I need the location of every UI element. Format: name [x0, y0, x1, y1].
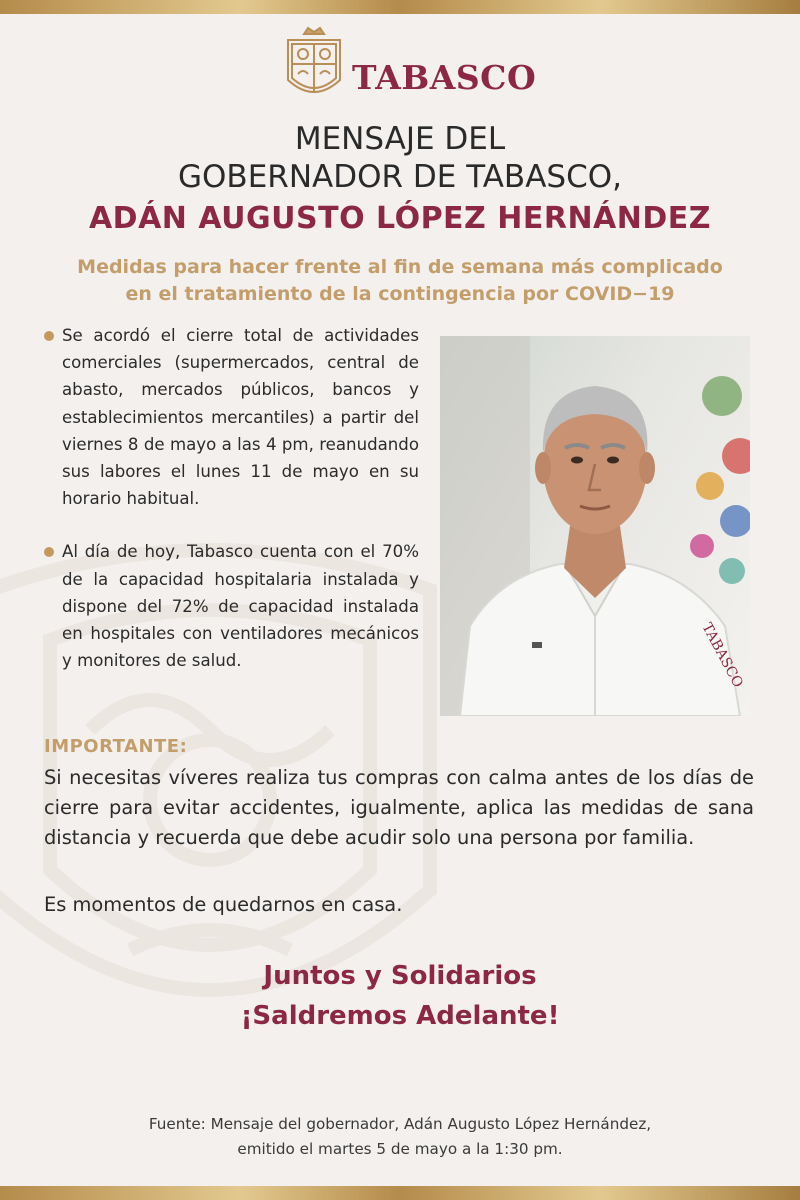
brand-wordmark: TABASCO [352, 58, 537, 97]
header [0, 20, 800, 110]
subtitle-line-1: Medidas para hacer frente al fin de semana más complicado [77, 256, 723, 278]
source-line-1: Fuente: Mensaje del gobernador, Adán Augusto López Hernández, [148, 1115, 652, 1133]
source-note [0, 1112, 800, 1162]
slogan-line-2: ¡Saldremos Adelante! [240, 1001, 560, 1031]
tabasco-crest-icon [282, 24, 346, 106]
shirt-embroidery: TABASCO [698, 620, 746, 691]
list-item [44, 322, 419, 512]
page-title [0, 120, 800, 240]
important-label: IMPORTANTE: [44, 736, 188, 757]
top-gold-border [0, 0, 800, 14]
measures-list [44, 322, 419, 674]
governor-name: ADÁN AUGUSTO LÓPEZ HERNÁNDEZ [88, 201, 712, 236]
slogan-line-1: Juntos y Solidarios [263, 961, 537, 991]
governor-portrait-icon [440, 336, 750, 716]
source-line-2: emitido el martes 5 de mayo a la 1:30 pm. [237, 1140, 563, 1158]
bullet-dot-icon [44, 331, 54, 341]
governor-photo [440, 336, 750, 716]
closing-text: Es momentos de quedarnos en casa. [44, 893, 403, 916]
bottom-gold-border [0, 1186, 800, 1200]
important-text: Si necesitas víveres realiza tus compras con calma antes de los días de cierre para evitar accidentes, igualmente, aplica las medidas de sana distancia y recuerda que debe acudir solo una persona por familia. [44, 766, 754, 849]
title-line-1: MENSAJE DEL [294, 121, 506, 157]
subtitle [0, 254, 800, 308]
bullet-text: Al día de hoy, Tabasco cuenta con el 70% de la capacidad hospitalaria instalada y dispone del 72% de capacidad instalada en hospitales con ventiladores mecánicos y monitores de salud. [62, 542, 419, 671]
bullet-text: Se acordó el cierre total de actividades comerciales (supermercados, central de abasto, mercados públicos, bancos y establecimientos mercantiles) a partir del viernes 8 de mayo a las 4 pm, reanudando sus labores el lunes 11 de mayo en su horario habitual. [62, 326, 419, 509]
bullet-dot-icon [44, 547, 54, 557]
title-line-2: GOBERNADOR DE TABASCO, [178, 159, 622, 195]
list-item [44, 538, 419, 674]
subtitle-line-2: en el tratamiento de la contingencia por COVID−19 [125, 283, 675, 305]
slogan [0, 956, 800, 1036]
